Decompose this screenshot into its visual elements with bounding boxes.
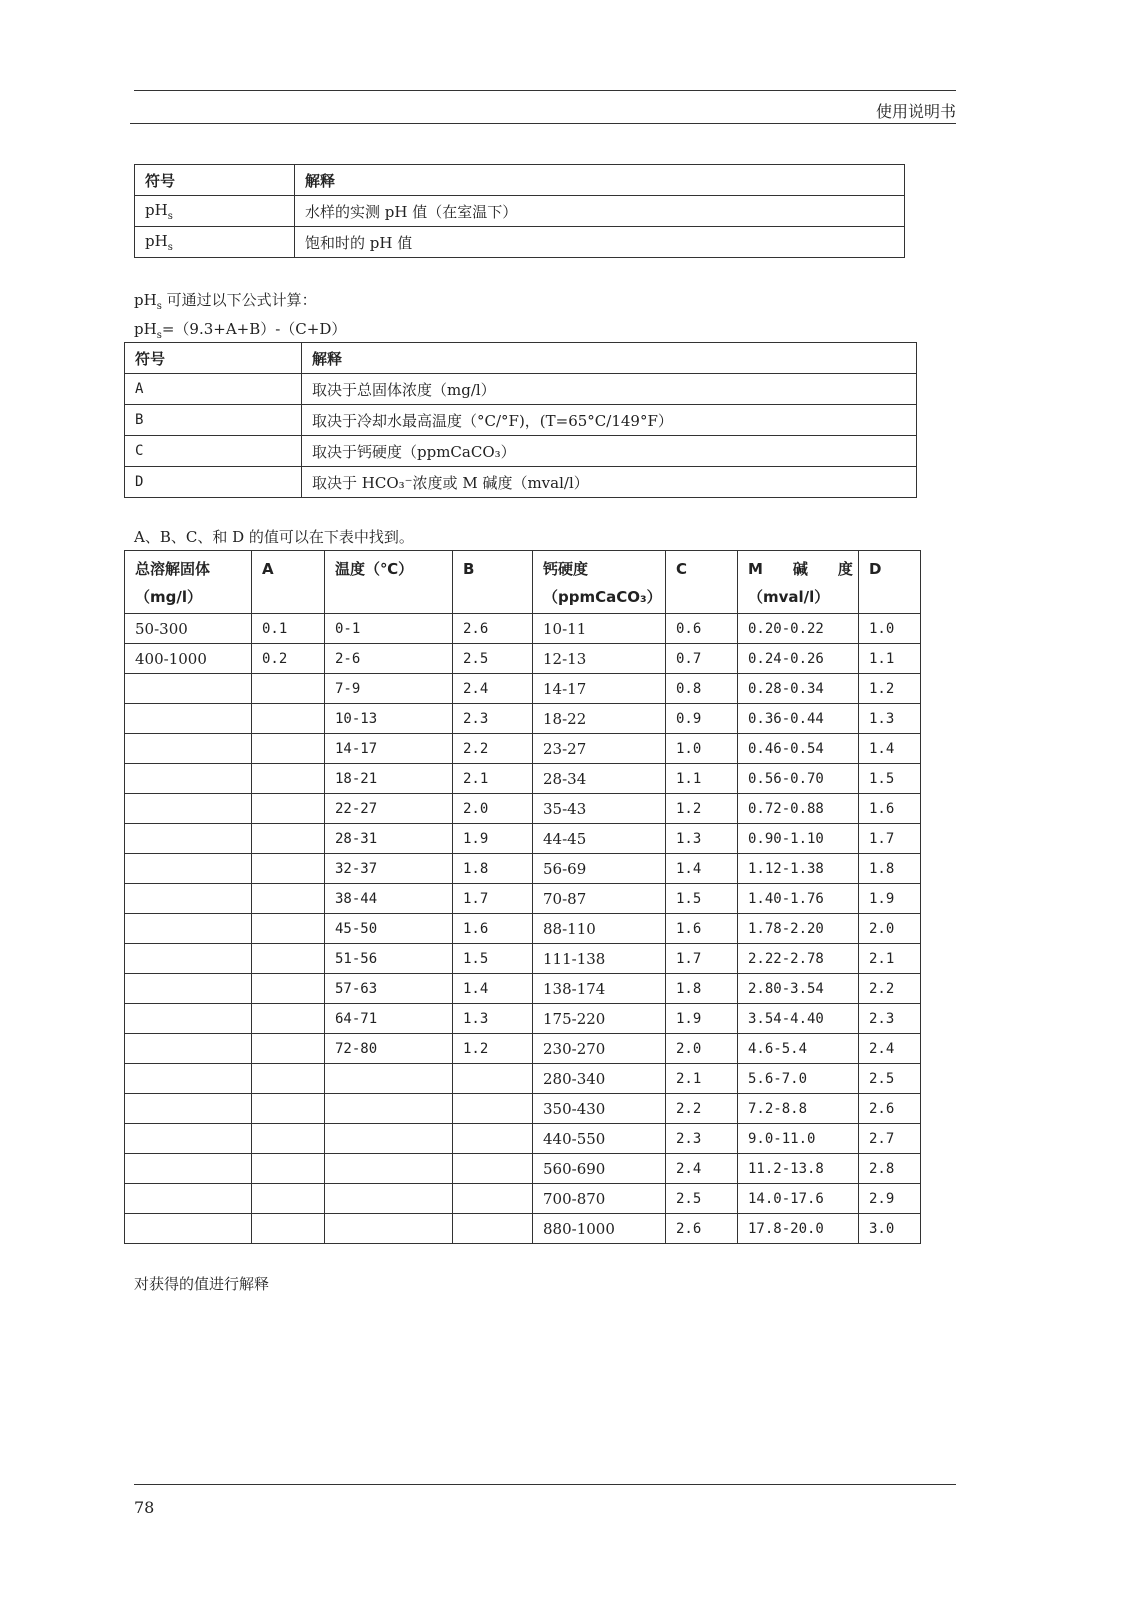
b-cell: 1.7 [453,884,533,914]
calcium-hardness-cell: 138-174 [533,974,666,1004]
c-cell: 1.1 [666,764,738,794]
a-cell [252,764,325,794]
m-alkalinity-cell: 1.40-1.76 [738,884,859,914]
col-header-calcium-hardness: 钙硬度 （ppmCaCO₃） [533,551,666,614]
a-cell [252,1064,325,1094]
col-header-desc: 解释 [295,165,905,196]
calcium-hardness-cell: 18-22 [533,704,666,734]
table-row [125,1124,921,1154]
b-cell: 1.2 [453,1034,533,1064]
calcium-hardness-cell: 880-1000 [533,1214,666,1244]
table-row [125,914,921,944]
d-cell: 1.9 [859,884,921,914]
c-cell: 2.6 [666,1214,738,1244]
temperature-cell: 10-13 [325,704,453,734]
col-header-a: A [252,551,325,614]
calcium-hardness-cell: 23-27 [533,734,666,764]
d-cell: 2.3 [859,1004,921,1034]
calcium-hardness-cell: 230-270 [533,1034,666,1064]
b-cell: 2.5 [453,644,533,674]
c-cell: 1.3 [666,824,738,854]
c-cell: 1.6 [666,914,738,944]
lookup-table-intro: A、B、C、和 D 的值可以在下表中找到。 [134,528,414,546]
total-solids-cell [125,1124,252,1154]
table-row [135,227,905,258]
temperature-cell [325,1124,453,1154]
temperature-cell [325,1094,453,1124]
calcium-hardness-cell: 70-87 [533,884,666,914]
calcium-hardness-cell: 35-43 [533,794,666,824]
calcium-hardness-cell: 700-870 [533,1184,666,1214]
c-cell: 2.3 [666,1124,738,1154]
d-cell: 3.0 [859,1214,921,1244]
d-cell: 2.1 [859,944,921,974]
b-cell: 1.6 [453,914,533,944]
b-cell: 1.3 [453,1004,533,1034]
d-cell: 1.7 [859,824,921,854]
a-cell: 0.1 [252,614,325,644]
m-alkalinity-cell: 2.80-3.54 [738,974,859,1004]
calcium-hardness-cell: 560-690 [533,1154,666,1184]
b-cell: 1.4 [453,974,533,1004]
desc-cell: 取决于冷却水最高温度（°C/°F)，(T=65°C/149°F） [302,405,917,436]
a-cell [252,1094,325,1124]
total-solids-cell [125,794,252,824]
m-alkalinity-cell: 9.0-11.0 [738,1124,859,1154]
temperature-cell: 0-1 [325,614,453,644]
a-cell [252,944,325,974]
a-cell [252,674,325,704]
c-cell: 2.1 [666,1064,738,1094]
calcium-hardness-cell: 280-340 [533,1064,666,1094]
b-cell [453,1064,533,1094]
d-cell: 1.3 [859,704,921,734]
b-cell [453,1184,533,1214]
b-cell: 1.5 [453,944,533,974]
d-cell: 2.9 [859,1184,921,1214]
b-cell: 2.0 [453,794,533,824]
table-row [125,1064,921,1094]
total-solids-cell [125,704,252,734]
d-cell: 1.2 [859,674,921,704]
table-row [125,1184,921,1214]
symbol-table-1 [134,164,905,258]
a-cell [252,1184,325,1214]
table-row [125,764,921,794]
table-row [125,674,921,704]
temperature-cell [325,1214,453,1244]
m-alkalinity-cell: 0.20-0.22 [738,614,859,644]
m-alkalinity-cell: 1.12-1.38 [738,854,859,884]
table-header-row [135,165,905,196]
c-cell: 2.5 [666,1184,738,1214]
footer-rule [134,1484,956,1485]
total-solids-cell [125,914,252,944]
m-alkalinity-cell: 0.56-0.70 [738,764,859,794]
b-cell: 2.3 [453,704,533,734]
temperature-cell [325,1064,453,1094]
calcium-hardness-cell: 14-17 [533,674,666,704]
b-cell [453,1124,533,1154]
symbol-cell: $pH_s$ [135,196,295,227]
calcium-hardness-cell: 44-45 [533,824,666,854]
d-cell: 1.5 [859,764,921,794]
desc-cell: 取决于 HCO₃⁻浓度或 M 碱度（mval/l） [302,467,917,498]
table-row [125,374,917,405]
c-cell: 2.0 [666,1034,738,1064]
col-header-symbol: 符号 [135,165,295,196]
a-cell: 0.2 [252,644,325,674]
col-header-total-solids: 总溶解固体 （mg/l） [125,551,252,614]
table-row [125,884,921,914]
desc-cell: 饱和时的 pH 值 [295,227,905,258]
desc-cell: 取决于总固体浓度（mg/l） [302,374,917,405]
m-alkalinity-cell: 17.8-20.0 [738,1214,859,1244]
table-row [125,854,921,884]
c-cell: 0.7 [666,644,738,674]
c-cell: 0.8 [666,674,738,704]
header-title: 使用说明书 [875,102,956,121]
table-row [125,1094,921,1124]
symbol-cell: $pH_s$ [135,227,295,258]
d-cell: 1.8 [859,854,921,884]
m-alkalinity-cell: 0.36-0.44 [738,704,859,734]
table-row [125,1214,921,1244]
m-alkalinity-cell: 14.0-17.6 [738,1184,859,1214]
table-row [125,974,921,1004]
b-cell [453,1154,533,1184]
total-solids-cell [125,1214,252,1244]
m-alkalinity-cell: 0.28-0.34 [738,674,859,704]
table-row [125,405,917,436]
temperature-cell: 14-17 [325,734,453,764]
c-cell: 1.0 [666,734,738,764]
a-cell [252,1124,325,1154]
temperature-cell [325,1154,453,1184]
m-alkalinity-cell: 4.6-5.4 [738,1034,859,1064]
total-solids-cell [125,1154,252,1184]
d-cell: 1.0 [859,614,921,644]
lookup-table [124,550,921,1244]
table-row [125,794,921,824]
a-cell [252,974,325,1004]
col-header-temperature: 温度（℃） [325,551,453,614]
total-solids-cell [125,824,252,854]
temperature-cell: 28-31 [325,824,453,854]
b-cell [453,1094,533,1124]
calcium-hardness-cell: 88-110 [533,914,666,944]
total-solids-cell: 50-300 [125,614,252,644]
temperature-cell: 45-50 [325,914,453,944]
a-cell [252,1154,325,1184]
d-cell: 1.6 [859,794,921,824]
b-cell: 2.2 [453,734,533,764]
d-cell: 2.6 [859,1094,921,1124]
a-cell [252,884,325,914]
b-cell: 1.9 [453,824,533,854]
d-cell: 2.0 [859,914,921,944]
temperature-cell: 51-56 [325,944,453,974]
calcium-hardness-cell: 175-220 [533,1004,666,1034]
c-cell: 2.2 [666,1094,738,1124]
col-header-d: D [859,551,921,614]
table-row [125,644,921,674]
total-solids-cell [125,734,252,764]
symbol-cell: B [125,405,302,436]
c-cell: 1.9 [666,1004,738,1034]
a-cell [252,704,325,734]
total-solids-cell: 400-1000 [125,644,252,674]
symbol-cell: D [125,467,302,498]
temperature-cell: 38-44 [325,884,453,914]
d-cell: 1.1 [859,644,921,674]
table-row [125,824,921,854]
a-cell [252,1004,325,1034]
temperature-cell: 32-37 [325,854,453,884]
d-cell: 2.5 [859,1064,921,1094]
m-alkalinity-cell: 0.24-0.26 [738,644,859,674]
c-cell: 0.6 [666,614,738,644]
temperature-cell: 57-63 [325,974,453,1004]
d-cell: 2.7 [859,1124,921,1154]
total-solids-cell [125,1184,252,1214]
m-alkalinity-cell: 5.6-7.0 [738,1064,859,1094]
total-solids-cell [125,764,252,794]
desc-cell: 水样的实测 pH 值（在室温下） [295,196,905,227]
b-cell: 2.4 [453,674,533,704]
col-header-symbol: 符号 [125,343,302,374]
table-row [125,944,921,974]
b-cell: 2.1 [453,764,533,794]
page-number: 78 [134,1498,155,1517]
total-solids-cell [125,974,252,1004]
m-alkalinity-cell: 3.54-4.40 [738,1004,859,1034]
calcium-hardness-cell: 56-69 [533,854,666,884]
b-cell: 2.6 [453,614,533,644]
calcium-hardness-cell: 10-11 [533,614,666,644]
c-cell: 1.8 [666,974,738,1004]
a-cell [252,1214,325,1244]
a-cell [252,914,325,944]
temperature-cell [325,1184,453,1214]
col-header-b: B [453,551,533,614]
total-solids-cell [125,884,252,914]
c-cell: 0.9 [666,704,738,734]
table-row [135,196,905,227]
table-row [125,1004,921,1034]
temperature-cell: 18-21 [325,764,453,794]
m-alkalinity-cell: 2.22-2.78 [738,944,859,974]
symbol-cell: C [125,436,302,467]
total-solids-cell [125,674,252,704]
calcium-hardness-cell: 440-550 [533,1124,666,1154]
table-row [125,614,921,644]
table-row [125,704,921,734]
col-header-desc: 解释 [302,343,917,374]
c-cell: 1.7 [666,944,738,974]
c-cell: 1.5 [666,884,738,914]
table-row [125,436,917,467]
d-cell: 2.4 [859,1034,921,1064]
a-cell [252,854,325,884]
temperature-cell: 72-80 [325,1034,453,1064]
m-alkalinity-cell: 0.72-0.88 [738,794,859,824]
table-row [125,734,921,764]
calcium-hardness-cell: 350-430 [533,1094,666,1124]
d-cell: 1.4 [859,734,921,764]
m-alkalinity-cell: 0.90-1.10 [738,824,859,854]
total-solids-cell [125,854,252,884]
symbol-cell: A [125,374,302,405]
d-cell: 2.2 [859,974,921,1004]
total-solids-cell [125,1064,252,1094]
total-solids-cell [125,1034,252,1064]
a-cell [252,824,325,854]
table-header-row [125,343,917,374]
temperature-cell: 64-71 [325,1004,453,1034]
total-solids-cell [125,1004,252,1034]
calcium-hardness-cell: 12-13 [533,644,666,674]
m-alkalinity-cell: 7.2-8.8 [738,1094,859,1124]
m-alkalinity-cell: 11.2-13.8 [738,1154,859,1184]
temperature-cell: 22-27 [325,794,453,824]
c-cell: 1.2 [666,794,738,824]
calcium-hardness-cell: 111-138 [533,944,666,974]
col-header-c: C [666,551,738,614]
col-header-m-alkalinity: M 碱 度 （mval/l） [738,551,859,614]
desc-cell: 取决于钙硬度（ppmCaCO₃） [302,436,917,467]
table-row [125,1034,921,1064]
temperature-cell: 2-6 [325,644,453,674]
closing-text: 对获得的值进行解释 [134,1275,270,1293]
d-cell: 2.8 [859,1154,921,1184]
c-cell: 2.4 [666,1154,738,1184]
header-rule-top [134,90,956,91]
total-solids-cell [125,1094,252,1124]
a-cell [252,734,325,764]
a-cell [252,1034,325,1064]
m-alkalinity-cell: 1.78-2.20 [738,914,859,944]
table-header-row [125,551,921,614]
b-cell: 1.8 [453,854,533,884]
b-cell [453,1214,533,1244]
total-solids-cell [125,944,252,974]
symbol-table-2 [124,342,917,498]
table-row [125,1154,921,1184]
m-alkalinity-cell: 0.46-0.54 [738,734,859,764]
c-cell: 1.4 [666,854,738,884]
a-cell [252,794,325,824]
temperature-cell: 7-9 [325,674,453,704]
calcium-hardness-cell: 28-34 [533,764,666,794]
formula: $pH_s=(9.3+A+B)-(C+D)$ [134,320,347,341]
table-row [125,467,917,498]
formula-intro: $pH_s$ 可通过以下公式计算： [134,291,317,312]
header-rule-bottom [130,123,956,124]
